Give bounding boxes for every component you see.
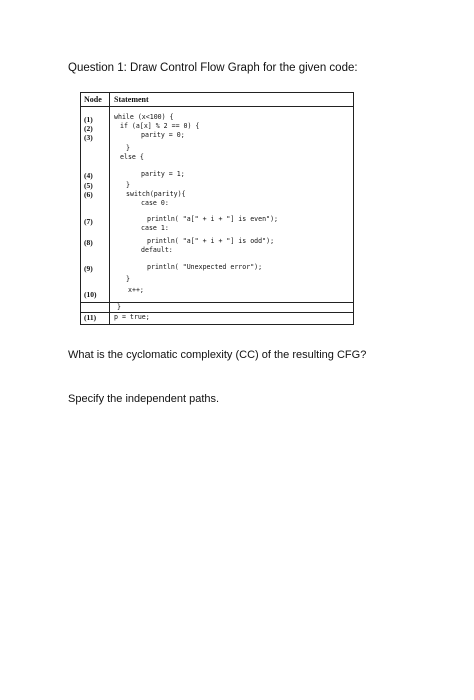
- code-line: println( "Unexpected error");: [147, 263, 263, 271]
- node-label: (10): [84, 290, 97, 299]
- code-line: parity = 1;: [141, 170, 185, 178]
- header-divider: [81, 106, 353, 107]
- code-line: else {: [120, 153, 144, 161]
- code-line: println( "a[" + i + "] is even");: [147, 215, 279, 223]
- code-table: [80, 92, 354, 325]
- node-label: (5): [84, 181, 93, 190]
- code-line: }: [126, 275, 130, 283]
- code-line: case 1:: [141, 224, 169, 232]
- code-line: x++;: [128, 286, 144, 294]
- node-label: (4): [84, 171, 93, 180]
- node-label: (9): [84, 264, 93, 273]
- code-line: }: [126, 181, 130, 189]
- node-label: (6): [84, 190, 93, 199]
- node-label: (8): [84, 238, 93, 247]
- node-label: (11): [84, 313, 97, 322]
- header-node: Node: [84, 95, 102, 104]
- code-line: println( "a[" + i + "] is odd");: [147, 237, 275, 245]
- code-line: case 0:: [141, 199, 169, 207]
- node-label: (2): [84, 124, 93, 133]
- node-label: (7): [84, 217, 93, 226]
- code-line: }: [126, 144, 130, 152]
- row-divider: [81, 302, 353, 303]
- code-line: parity = 0;: [141, 131, 185, 139]
- column-divider: [109, 93, 110, 324]
- node-label: (1): [84, 115, 93, 124]
- question-title: Question 1: Draw Control Flow Graph for the given code:: [68, 62, 358, 74]
- header-statement: Statement: [114, 95, 149, 104]
- independent-paths-question: Specify the independent paths.: [68, 393, 220, 405]
- code-line: switch(parity){: [126, 190, 186, 198]
- code-line: default:: [141, 246, 173, 254]
- code-line: if (a[x] % 2 == 0) {: [120, 122, 200, 130]
- code-line: }: [117, 303, 121, 311]
- cyclomatic-complexity-question: What is the cyclomatic complexity (CC) of the resulting CFG?: [68, 349, 367, 361]
- code-line: while (x<100) {: [114, 113, 174, 121]
- node-label: (3): [84, 133, 93, 142]
- code-line: p = true;: [114, 313, 150, 321]
